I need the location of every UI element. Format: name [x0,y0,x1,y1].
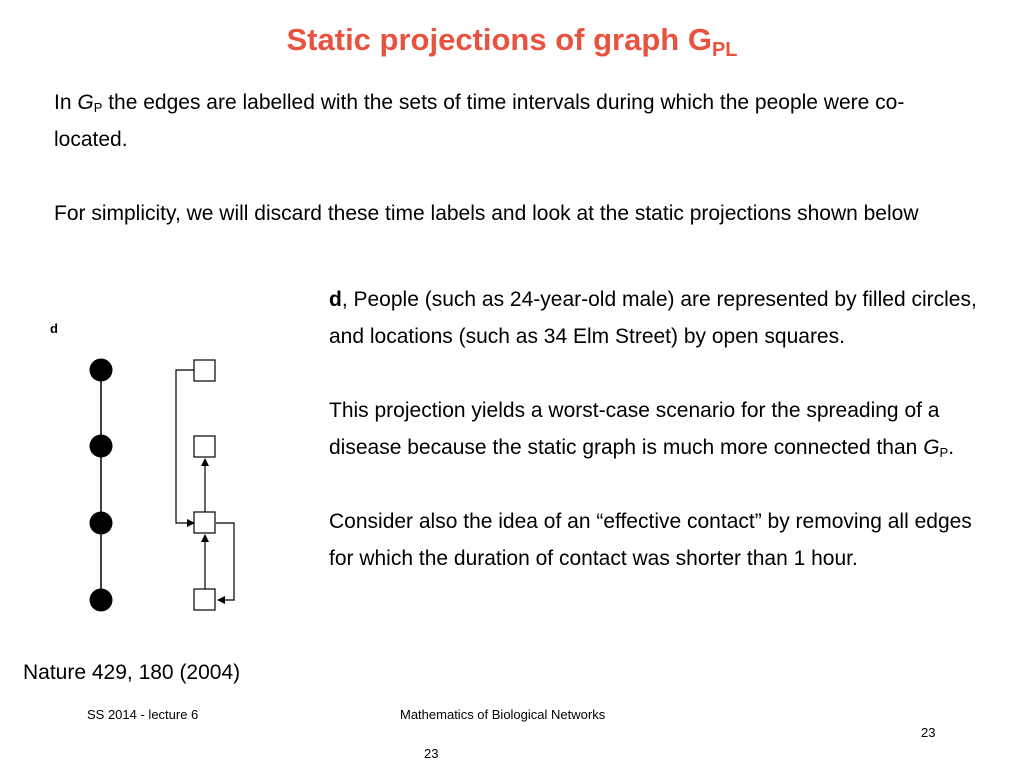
slide-title-text: Static projections of graph G [286,22,712,57]
simplicity-paragraph: For simplicity, we will discard these time labels and look at the static projections shown below [54,202,919,225]
projection-g-subscript: P [939,445,949,460]
person-node [90,359,113,382]
intro-in: In [54,91,78,114]
figure-citation: Nature 429, 180 (2004) [23,661,241,684]
intro-rest: the edges are labelled with the sets of time intervals during which the people were co-located. [54,91,905,151]
effective-contact-paragraph: Consider also the idea of an “effective contact” by removing all edges for which the duration of contact was shorter than 1 hour. [329,510,972,570]
location-node [194,436,215,457]
intro-g-subscript: P [93,100,103,115]
projection-figure [40,315,300,625]
slide-page-number: 23 [424,746,439,761]
legend-text: , People (such as 24-year-old male) are represented by filled circles, and locations (such as 34 Elm Street) by open squares. [329,288,977,348]
intro-g: G [77,91,94,114]
projection-paragraph [329,392,979,466]
slide-title [0,22,1024,61]
intro-paragraph [54,84,974,158]
explanation-column [329,281,979,577]
location-edge-third-to-fourth [216,523,234,600]
projection-diagram [40,315,300,625]
location-edge-top-to-third [176,370,195,523]
footer-course: SS 2014 - lecture 6 [87,707,199,722]
figure-panel-label: d [50,321,58,336]
location-node [194,589,215,610]
person-node [90,589,113,612]
footer-lecture-title: Mathematics of Biological Networks [400,707,606,722]
people-chain [90,359,113,612]
footer-page-number: 23 [921,725,936,740]
location-graph [176,360,234,610]
person-node [90,512,113,535]
slide-title-subscript: PL [711,39,738,61]
projection-text: This projection yields a worst-case scenario for the spreading of a disease because the static graph is much more connected than [329,399,940,459]
location-node [194,512,215,533]
legend-paragraph [329,281,979,355]
person-node [90,435,113,458]
location-node [194,360,215,381]
legend-panel-letter: d [329,288,342,311]
projection-g: G [923,436,940,459]
projection-period: . [948,436,955,459]
